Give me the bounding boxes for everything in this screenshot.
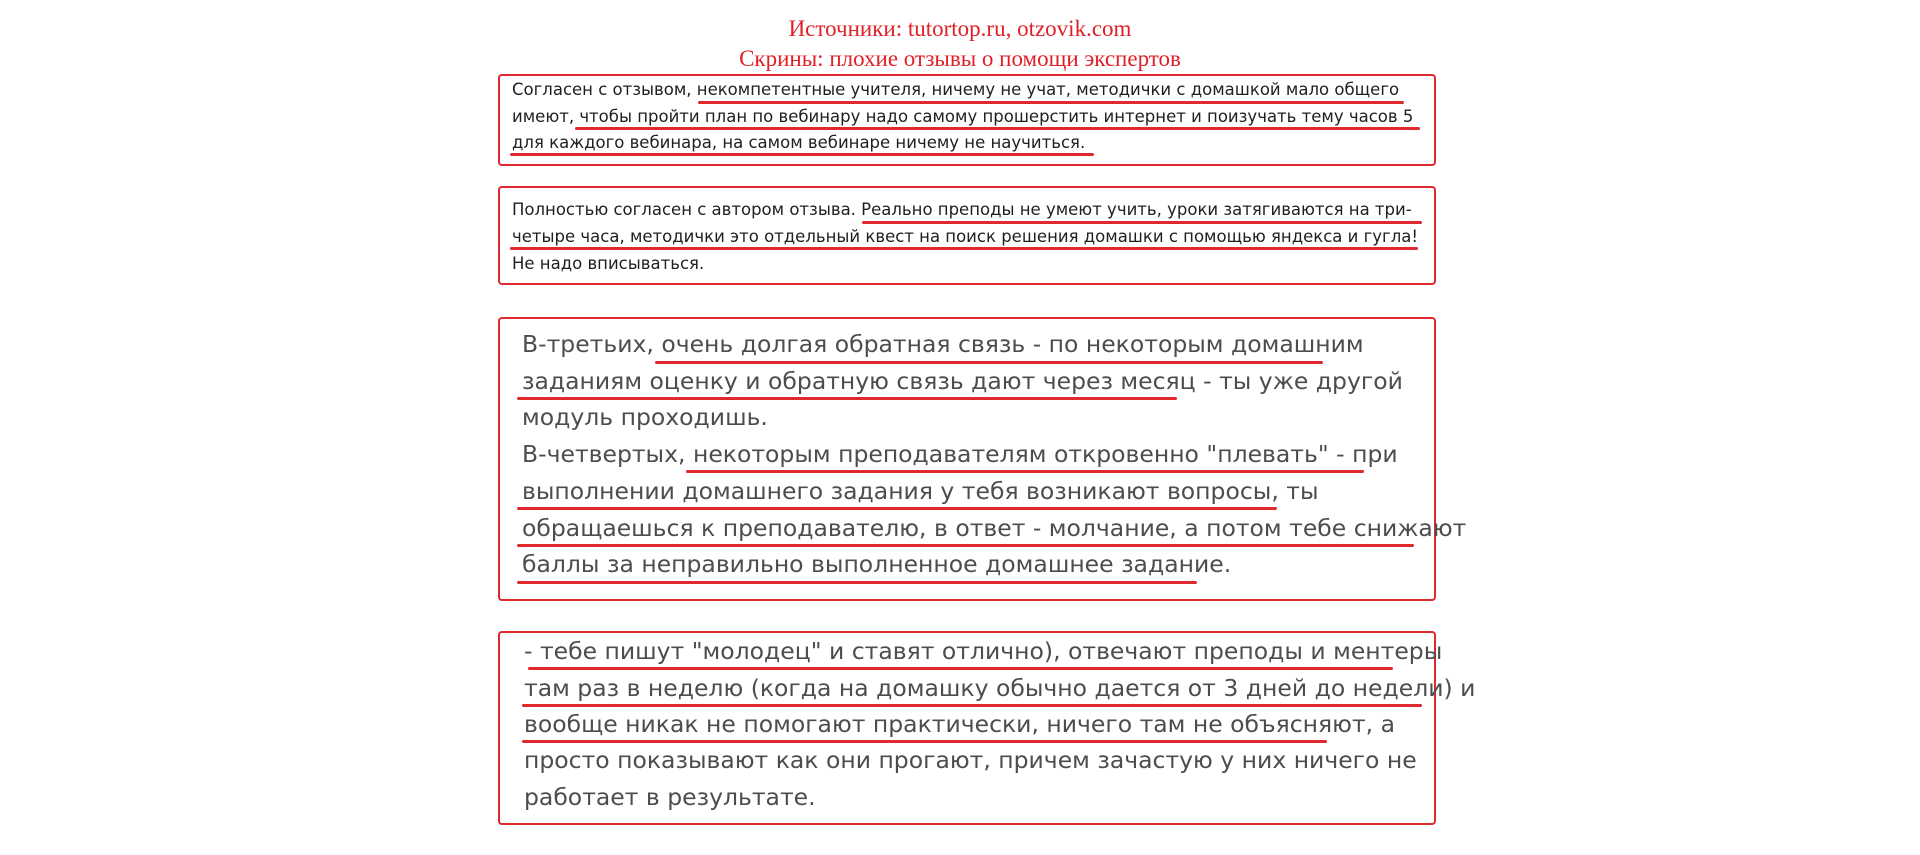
highlight-underline — [686, 470, 1364, 473]
highlight-underline — [862, 221, 1422, 224]
sources-caption: Источники: tutortop.ru, otzovik.com — [788, 16, 1132, 41]
review-3-line-3: модуль проходишь. — [522, 403, 768, 431]
review-3-line-1: В-третьих, очень долгая обратная связь - по некоторым домашним — [522, 330, 1364, 358]
highlight-underline — [510, 247, 1418, 250]
screens-caption: Скрины: плохие отзывы о помощи экспертов — [739, 46, 1181, 71]
review-3-line-5: выполнении домашнего задания у тебя возникают вопросы, ты — [522, 477, 1319, 505]
highlight-underline — [517, 507, 1277, 510]
review-4-line-4: просто показывают как они прогают, причем зачастую у них ничего не — [524, 746, 1417, 774]
review-3-line-6: обращаешься к преподавателю, в ответ - молчание, а потом тебе снижают — [522, 514, 1467, 542]
highlight-underline — [517, 397, 1177, 400]
review-2-line-1: Полностью согласен с автором отзыва. Реально преподы не умеют учить, уроки затягиваются на три- — [512, 200, 1412, 219]
review-2-line-2: четыре часа, методички это отдельный квест на поиск решения домашки с помощью яндекса и гугла! — [512, 227, 1418, 246]
highlight-underline — [655, 361, 1323, 364]
review-3-line-7: баллы за неправильно выполненное домашнее задание. — [522, 550, 1232, 578]
review-3-line-2: заданиям оценку и обратную связь дают через месяц - ты уже другой — [522, 367, 1403, 395]
review-2-line-3: Не надо вписываться. — [512, 254, 705, 273]
highlight-underline — [522, 740, 1327, 743]
highlight-underline — [517, 581, 1197, 584]
review-1-line-1: Согласен с отзывом, некомпетентные учителя, ничему не учат, методички с домашкой мало общего — [512, 80, 1400, 99]
highlight-underline — [510, 153, 1094, 156]
review-3-line-4: В-четвертых, некоторым преподавателям откровенно "плевать" - при — [522, 440, 1398, 468]
highlight-underline — [528, 667, 1393, 670]
review-4-line-1: - тебе пишут "молодец" и ставят отлично), отвечают преподы и ментеры — [524, 637, 1443, 665]
review-4-line-3: вообще никак не помогают практически, ничего там не объясняют, а — [524, 710, 1395, 738]
highlight-underline — [522, 704, 1422, 707]
review-1-line-3: для каждого вебинара, на самом вебинаре ничему не научиться. — [512, 133, 1086, 152]
highlight-underline — [575, 127, 1420, 130]
review-4-line-2: там раз в неделю (когда на домашку обычно дается от 3 дней до недели) и — [524, 674, 1476, 702]
review-1-line-2: имеют, чтобы пройти план по вебинару надо самому прошерстить интернет и поизучать тему часов 5 — [512, 107, 1414, 126]
review-4-line-5: работает в результате. — [524, 783, 816, 811]
highlight-underline — [698, 101, 1404, 104]
highlight-underline — [517, 544, 1414, 547]
